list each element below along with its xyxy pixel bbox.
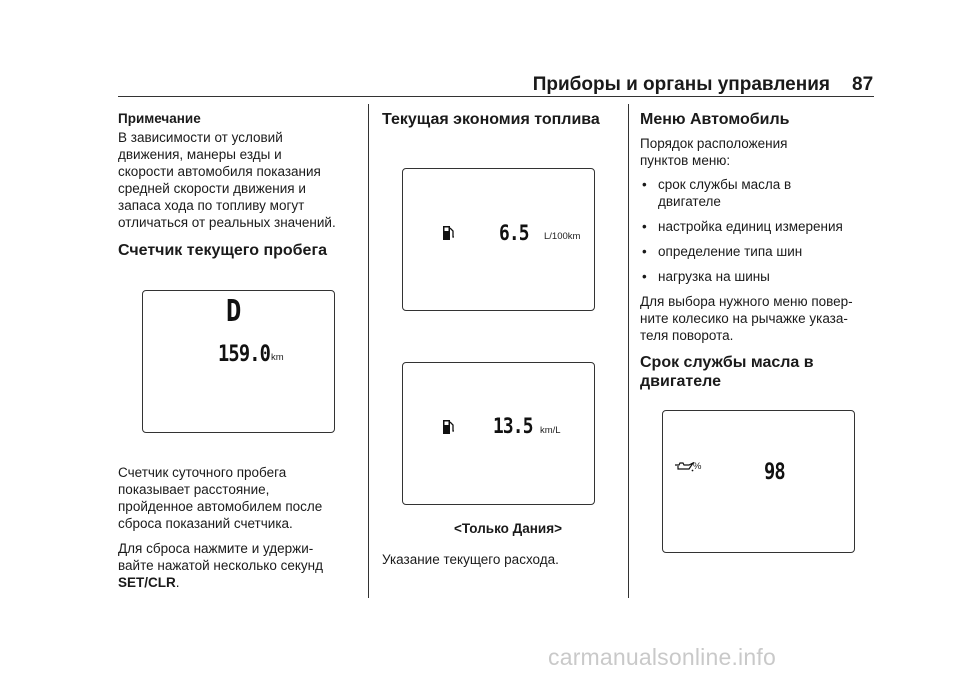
- intro-line: Порядок расположения: [640, 136, 788, 151]
- list-item-text: срок службы масла в: [658, 177, 792, 192]
- list-item: [640, 268, 880, 285]
- menu-items-list: [640, 176, 880, 285]
- para-line: Счетчик суточного пробега: [118, 465, 287, 480]
- fuel-unit-1: L/100km: [544, 231, 581, 242]
- column-divider-2: [628, 104, 629, 598]
- list-item: [640, 176, 880, 210]
- note-title: Примечание: [118, 111, 201, 126]
- oil-life-value: 98: [764, 460, 785, 485]
- fuel-value-1: 6.5: [499, 221, 529, 245]
- para-line: Для выбора нужного меню повер-: [640, 294, 853, 309]
- reset-line: [118, 574, 363, 591]
- para-line: теля поворота.: [640, 328, 734, 343]
- oil-life-unit: %: [693, 461, 702, 472]
- left-column-lower: [118, 464, 363, 591]
- para-line: ните колесико на рычажке указа-: [640, 311, 848, 326]
- trip-odometer-display: [142, 290, 335, 433]
- note-line: движения, манеры езды и: [118, 147, 282, 162]
- right-column: [640, 110, 880, 391]
- fuel-economy-display-2: [402, 362, 595, 505]
- list-item-text: настройка единиц измерения: [658, 219, 843, 234]
- fuel-pump-icon: [442, 224, 455, 241]
- list-item-text: определение типа шин: [658, 244, 803, 259]
- set-clr-button-label: SET/CLR: [118, 575, 176, 590]
- fuel-economy-heading: Текущая экономия топлива: [382, 111, 600, 128]
- oil-life-heading: двигателе: [640, 373, 721, 390]
- list-item: [640, 243, 880, 260]
- oil-can-icon: [674, 462, 694, 472]
- note-line: запаса хода по топливу могут: [118, 198, 305, 213]
- header-rule: [118, 96, 874, 97]
- period: .: [175, 575, 180, 590]
- watermark: carmanualsonline.info: [548, 644, 776, 670]
- oil-life-display: [662, 410, 855, 553]
- fuel-pump-icon: [442, 418, 455, 435]
- para-line: сброса показаний счетчика.: [118, 516, 293, 531]
- fuel-unit-2: km/L: [540, 425, 561, 436]
- vehicle-menu-heading: Меню Автомобиль: [640, 111, 790, 128]
- fuel-value-2: 13.5: [493, 414, 533, 438]
- left-column: [118, 110, 363, 260]
- note-line: отличаться от реальных значений.: [118, 215, 336, 230]
- fuel-economy-display-1: [402, 168, 595, 311]
- note-line: средней скорости движения и: [118, 181, 306, 196]
- list-item: [640, 218, 880, 235]
- trip-value: 159.0: [218, 342, 271, 367]
- para-line: показывает расстояние,: [118, 482, 270, 497]
- chapter-title: Приборы и органы управления: [532, 74, 830, 95]
- middle-column: [382, 110, 622, 129]
- page-header: [0, 66, 960, 96]
- list-item-text: нагрузка на шины: [658, 269, 770, 284]
- trip-indicator: D: [226, 294, 241, 329]
- trip-unit: km: [271, 352, 284, 363]
- note-text: [118, 129, 363, 231]
- oil-life-heading: Срок службы масла в: [640, 354, 814, 371]
- note-line: В зависимости от условий: [118, 130, 283, 145]
- column-divider-1: [368, 104, 369, 598]
- trip-odometer-heading: Счетчик текущего пробега: [118, 242, 327, 259]
- para-line: вайте нажатой несколько секунд: [118, 558, 324, 573]
- fuel-economy-description: Указание текущего расхода.: [382, 552, 559, 567]
- intro-line: пунктов меню:: [640, 153, 731, 168]
- middle-column-lower: [382, 520, 622, 568]
- page-number: 87: [852, 74, 874, 95]
- para-line: пройденное автомобилем после: [118, 499, 323, 514]
- para-line: Для сброса нажмите и удержи-: [118, 541, 314, 556]
- denmark-only-caption: <Только Дания>: [454, 521, 562, 536]
- list-item-text: двигателе: [658, 194, 721, 209]
- note-line: скорости автомобиля показания: [118, 164, 321, 179]
